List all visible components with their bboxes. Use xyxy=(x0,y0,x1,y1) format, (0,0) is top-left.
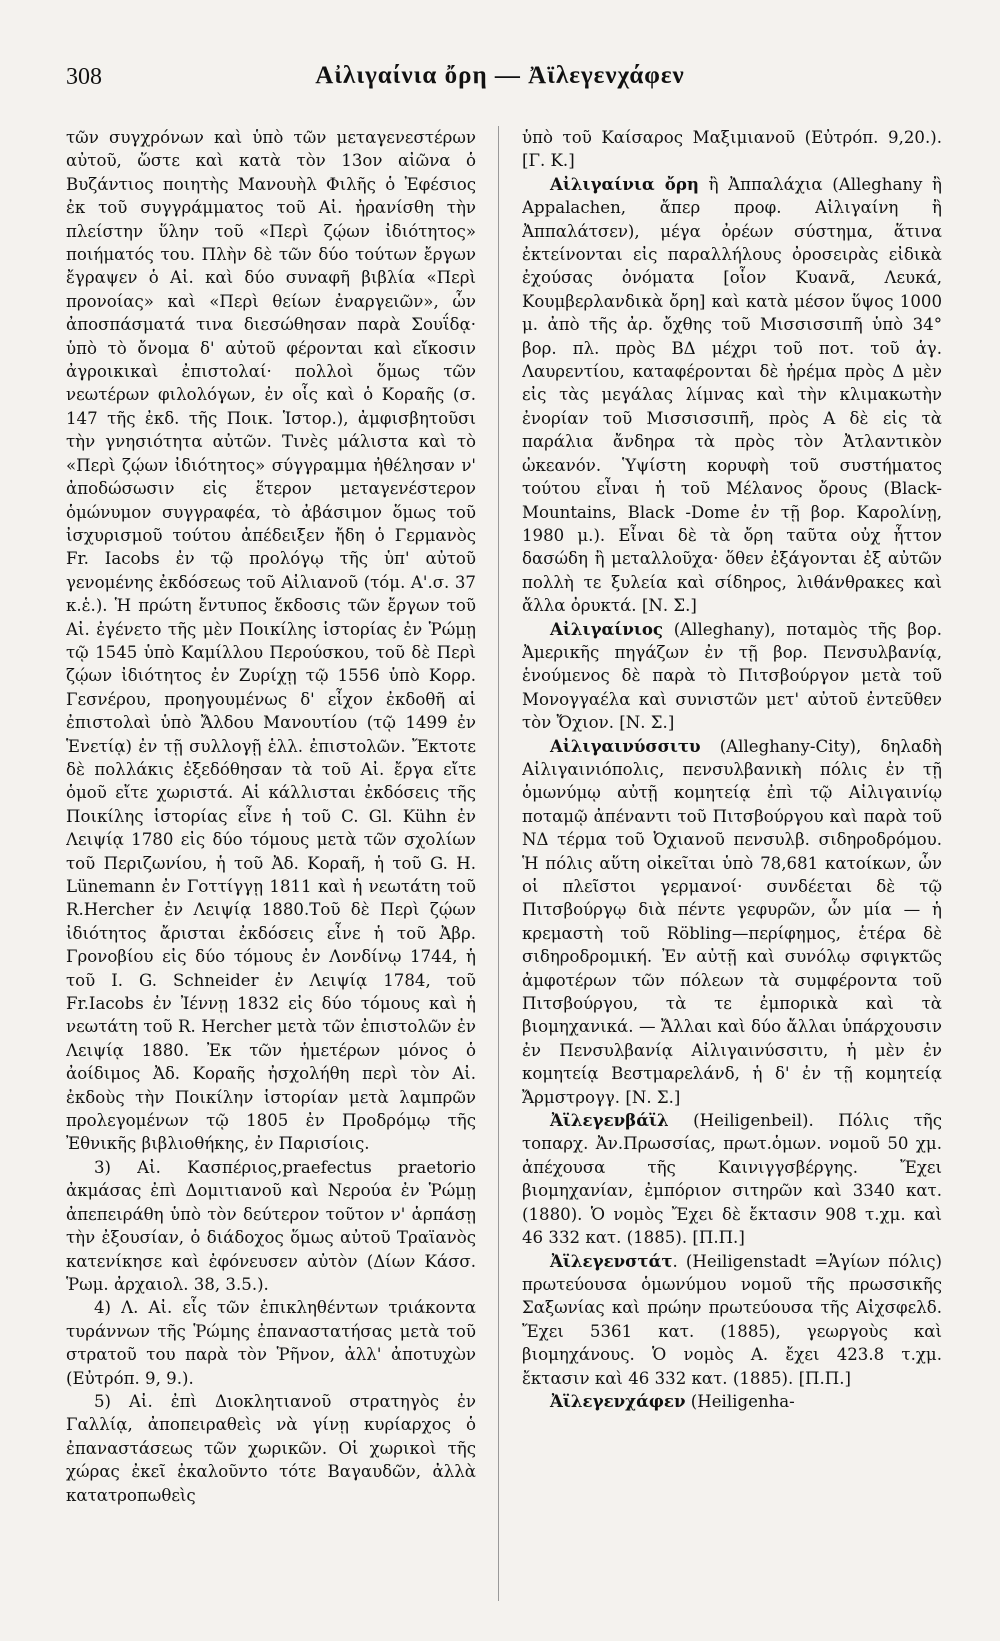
entry-headword: Αἰλιγαινύσσιτυ xyxy=(550,735,701,756)
paragraph xyxy=(66,126,476,1156)
paragraph-text: ἢ Ἀππαλάχια (Alleghany ἢ Appalachen, ἄπερ προφ. Αἰλιγαίνη ἢ Ἀππαλάτσεν), μέγα ὀρέων σύστημα, ἅτινα ἐκτείνονται εἰς παραλλήλους ὀροσειρὰς εἰδικὰ ἐχούσας ὀνόματα [οἷον Κυανᾶ, Λευκά, Κουμβερλανδικὰ ὄρη] καὶ κατὰ μέσον ὕψος 1000 μ. ἀπὸ τῆς ἀρ. ὄχθης τοῦ Μισσισσιπῆ ὑπὸ 34° βορ. πλ. πρὸς ΒΔ μέχρι τοῦ ποτ. τοῦ ἁγ. Λαυρεντίου, καταφέρονται δὲ ἠρέμα πρὸς Δ μὲν εἰς τὰς μεγάλας λίμνας καὶ τὴν κλιμακωτὴν ἐνορίαν τοῦ Μισσισσιπῆ, πρὸς Α δὲ εἰς τὰ παράλια ἄνδηρα τὰ πρὸς τὸν Ἀτλαντικὸν ὠκεανόν. Ὑψίστη κορυφὴ τοῦ συστήματος τούτου εἶναι ἡ τοῦ Μέλανος ὄρους (Black-Mountains, Black -Dome ἐν τῇ βορ. Καρολίνῃ, 1980 μ.). Εἶναι δὲ τὰ ὄρη ταῦτα οὐχ ἧττον δασώδη ἢ μεταλλοῦχα· ὅθεν ἐξάγονται ἐξ αὐτῶν πολλὴ τε ξυλεία καὶ σίδηρος, λιθάνθρακες καὶ ἄλλα ὀρυκτά. [Ν. Σ.] xyxy=(522,174,942,616)
paragraph-text: (Heiligenha- xyxy=(685,1391,795,1411)
entry-headword: Ἀϊλεγενστάτ xyxy=(550,1250,673,1271)
entry-headword: Αἰλιγαίνιος xyxy=(550,618,664,639)
entry-headword: Ἀϊλεγενχάφεν xyxy=(550,1390,686,1411)
right-column xyxy=(522,126,942,1611)
paragraph xyxy=(66,1296,476,1390)
paragraph-text: . (Heiligenstadt =Ἁγίων πόλις) πρωτεύουσα ὁμωνύμου νομοῦ τῆς πρωσσικῆς Σαξωνίας καὶ πρώην πρωτεύουσα τῆς Αἰχσφελδ. Ἔχει 5361 κατ. (1885), γεωργοὺς καὶ βιομηχάνους. Ὁ νομὸς Α. ἔχει 423.8 τ.χμ. ἔκτασιν καὶ 46 332 κατ. (1885). [Π.Π.] xyxy=(522,1251,942,1388)
paragraph-text: (Heiligenbeil). Πόλις τῆς τοπαρχ. Ἀν.Πρωσσίας, πρωτ.ὁμων. νομοῦ 50 χμ. ἀπέχουσα τῆς Καινιγγσβέργης. Ἔχει βιομηχανίαν, ἐμπόριον σιτηρῶν καὶ 3340 κατ. (1880). Ὁ νομὸς Ἔχει δὲ ἔκτασιν 908 τ.χμ. καὶ 46 332 κατ. (1885). [Π.Π.] xyxy=(522,1111,942,1248)
paragraph xyxy=(522,1390,942,1413)
paragraph-text: 4) Λ. Αἰ. εἷς τῶν ἐπικληθέντων τριάκοντα τυράννων τῆς Ῥώμης ἐπαναστατήσας μετὰ τοῦ στρατοῦ του παρὰ τὸν Ῥῆνον, ἀλλ' ἀποτυχὼν (Εὐτρόπ. 9, 9.). xyxy=(66,1298,476,1388)
column-divider xyxy=(498,126,499,1601)
paragraph xyxy=(522,1250,942,1390)
paragraph xyxy=(522,173,942,618)
paragraph xyxy=(522,1109,942,1249)
paragraph-text: τῶν συγχρόνων καὶ ὑπὸ τῶν μεταγενεστέρων αὐτοῦ, ὥστε καὶ κατὰ τὸν 13ον αἰῶνα ὁ Βυζάντιος ποιητὴς Μανουὴλ Φιλῆς ὁ Ἐφέσιος ἐκ τοῦ συγγράμματος τοῦ Αἰ. ἠρανίσθη τὴν πλείστην ὕλην τοῦ «Περὶ ζῴων ἰδιότητος» ποιήματός του. Πλὴν δὲ τῶν δύο τούτων ἔργων ἔγραψεν ὁ Αἰ. καὶ δύο συναφῆ βιβλία «Περὶ προνοίας» καὶ «Περὶ θείων ἐναργειῶν», ὧν ἀποσπάσματά τινα διεσώθησαν παρὰ Σουΐδᾳ· ὑπὸ τὸ ὄνομα δ' αὐτοῦ φέρονται καὶ εἴκοσιν ἀγροικικαὶ ἐπιστολαί· πολλοὶ ὅμως τῶν νεωτέρων φιλολόγων, ἐν οἷς καὶ ὁ Κοραῆς (σ. 147 τῆς ἐκδ. τῆς Ποικ. Ἱστορ.), ἀμφισβητοῦσι τὴν γνησιότητα αὐτῶν. Τινὲς μάλιστα καὶ τὸ «Περὶ ζῴων ἰδιότητος» σύγγραμμα ἠθέλησαν ν' ἀποδώσωσιν εἰς ἕτερον μεταγενέστερον ὁμώνυμον συγγραφέα, τὸ ἀβάσιμον ὅμως τοῦ ἰσχυρισμοῦ τούτου ἀπέδειξεν ἤδη ὁ Γερμανὸς Fr. Iacobs ἐν τῷ προλόγῳ τῆς ὑπ' αὐτοῦ γενομένης ἐκδόσεως τοῦ Αἰλιανοῦ (τόμ. Α'.σ. 37 κ.ἑ.). Ἡ πρώτη ἔντυπος ἔκδοσις τῶν ἔργων τοῦ Αἰ. ἐγένετο τῆς μὲν Ποικίλης ἱστορίας ἐν Ῥώμῃ τῷ 1545 ὑπὸ Καμίλλου Περούσκου, τοῦ δὲ Περὶ ζῴων ἰδιότητος ἐν Ζυρίχῃ τῷ 1556 ὑπὸ Κορρ. Γεσνέρου, προηγουμένως δ' εἶχον ἐκδοθῆ αἱ ἐπιστολαὶ ὑπὸ Ἄλδου Μανουτίου (τῷ 1499 ἐν Ἑνετίᾳ) ἐν τῇ συλλογῇ ἑλλ. ἐπιστολῶν. Ἔκτοτε δὲ πολλάκις ἐξεδόθησαν τὰ τοῦ Αἰ. ἔργα εἴτε ὁμοῦ εἴτε χωριστά. Αἱ κάλλισται ἐκδόσεις τῆς Ποικίλης ἱστορίας εἶνε ἡ τοῦ C. Gl. Kühn ἐν Λειψίᾳ 1780 εἰς δύο τόμους μετὰ τῶν σχολίων τοῦ Περιζωνίου, ἡ τοῦ Ἀδ. Κοραῆ, ἡ τοῦ G. H. Lünemann ἐν Γοττίγγῃ 1811 καὶ ἡ νεωτάτη τοῦ R.Hercher ἐν Λειψίᾳ 1880.Τοῦ δὲ Περὶ ζῴων ἰδιότητος ἄρισται ἐκδόσεις εἶνε ἡ τοῦ Ἀβρ. Γρονοβίου εἰς δύο τόμους ἐν Λονδίνῳ 1744, ἡ τοῦ I. G. Schneider ἐν Λειψίᾳ 1784, τοῦ Fr.Iacobs ἐν Ἰέννῃ 1832 εἰς δύο τόμους καὶ ἡ νεωτάτη τοῦ R. Hercher μετὰ τῶν ἐπιστολῶν ἐν Λειψίᾳ 1880. Ἐκ τῶν ἡμετέρων μόνος ὁ ἀοίδιμος Ἀδ. Κοραῆς ἠσχολήθη περὶ τὸν Αἰ. ἐκδοὺς τὴν Ποικίλην ἱστορίαν μετὰ λαμπρῶν προλεγομένων τῷ 1805 ἐν Προδρόμῳ τῆς Ἐθνικῆς βιβλιοθήκης, ἐν Παρισίοις. xyxy=(66,128,476,1154)
running-title: Αἰλιγαίνια ὄρη — Ἀϊλεγενχάφεν xyxy=(315,62,685,89)
left-column xyxy=(66,126,476,1611)
paragraph-text: 3) Αἰ. Κασπέριος,praefectus praetorio ἀκμάσας ἐπὶ Δομιτιανοῦ καὶ Νερούα ἐν Ῥώμῃ ἀπεπειράθη ὑπὸ τὸν δεύτερον τοῦτον ν' ἁρπάσῃ τὴν ἐξουσίαν, ὁ διάδοχος ὅμως αὐτοῦ Τραϊανὸς κατενίκησε καὶ ἐφόνευσεν αὐτὸν (Δίων Κάσσ. Ῥωμ. ἀρχαιολ. 38, 3.5.). xyxy=(66,1157,476,1294)
paragraph xyxy=(522,618,942,735)
paragraph xyxy=(66,1390,476,1507)
paragraph-text: (Alleghany), ποταμὸς τῆς βορ. Ἀμερικῆς πηγάζων ἐν τῇ βορ. Πενσυλβανίᾳ, ἑνούμενος δὲ παρὰ τὸ Πιτσβούργον μετὰ τοῦ Μονογγαέλα καὶ συνιστῶν μετ' αὐτοῦ ἐντεῦθεν τὸν Ὄχιον. [Ν. Σ.] xyxy=(522,619,942,733)
entry-headword: Αἰλιγαίνια ὄρη xyxy=(550,173,699,194)
page-header xyxy=(66,62,934,102)
paragraph-text: ὑπὸ τοῦ Καίσαρος Μαξιμιανοῦ (Εὐτρόπ. 9,20.). [Γ. Κ.] xyxy=(522,128,942,171)
paragraph xyxy=(522,735,942,1110)
paragraph xyxy=(66,1156,476,1296)
paragraph-text: (Alleghany-City), δηλαδὴ Αἰλιγαινιόπολις, πενσυλβανικὴ πόλις ἐν τῇ ὁμωνύμῳ αὐτῇ κομητείᾳ ἐπὶ τῷ Αἰλιγαινίῳ ποταμῷ ἀπέναντι τοῦ Πιτσβούργου καὶ παρὰ τοῦ ΝΔ τέρμα τοῦ Ὀχιανοῦ πενσυλβ. σιδηροδρόμου. Ἡ πόλις αὕτη οἰκεῖται ὑπὸ 78,681 κατοίκων, ὧν οἱ πλεῖστοι γερμανοί· συνδέεται δὲ τῷ Πιτσβούργῳ διὰ πέντε γεφυρῶν, ὧν μία — ἡ κρεμαστὴ τοῦ Röbling—περίφημος, ἑτέρα δὲ σιδηροδρομική. Ἐν αὐτῇ καὶ συνόλῳ σφιγκτῶς ἀμφοτέρων τῶν πόλεων τὰ συμφέροντα τοῦ Πιτσβούργου, τὰ τε ἐμπορικὰ καὶ τὰ βιομηχανικά. — Ἄλλαι καὶ δύο ἄλλαι ὑπάρχουσιν ἐν Πενσυλβανίᾳ Αἰλιγαινύσσιτυ, ἡ μὲν ἐν κομητείᾳ Βεστμαρελάνδ, ἡ δ' ἐν τῇ κομητείᾳ Ἄρμστρογγ. [Ν. Σ.] xyxy=(522,736,942,1107)
paragraph-text: 5) Αἰ. ἐπὶ Διοκλητιανοῦ στρατηγὸς ἐν Γαλλίᾳ, ἀποπειραθεὶς νὰ γίνῃ κυρίαρχος ὁ ἐπαναστάσεως τῶν χωρικῶν. Οἱ χωρικοὶ τῆς χώρας ἐκεῖ ἐκαλοῦντο τότε Βαγαυδῶν, ἀλλὰ κατατροπωθεὶς xyxy=(66,1391,476,1505)
page-number: 308 xyxy=(66,64,102,90)
entry-headword: Ἀϊλεγενβάϊλ xyxy=(550,1110,669,1131)
paragraph xyxy=(522,126,942,173)
